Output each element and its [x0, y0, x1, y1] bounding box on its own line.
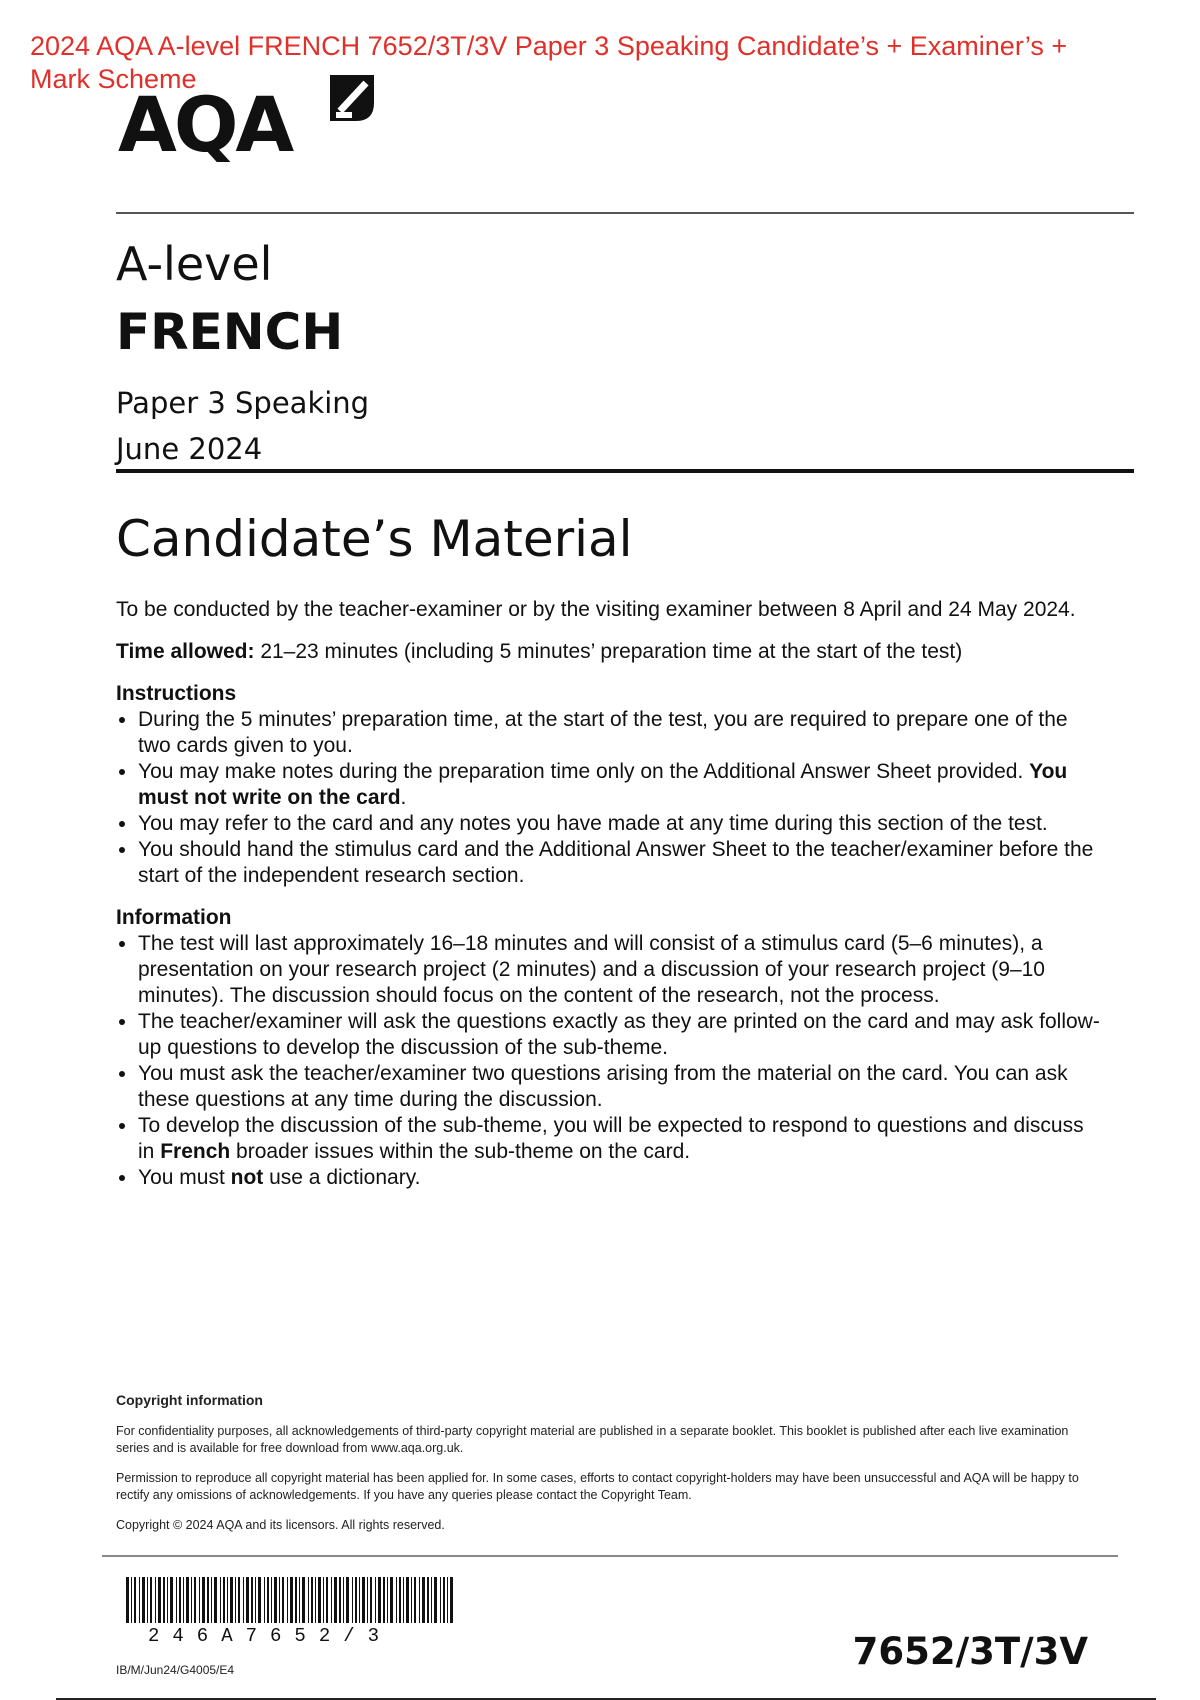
list-item	[138, 1113, 1101, 1165]
copyright-text: Permission to reproduce all copyright material has been applied for. In some cases, efforts to contact copyright-holders may have been unsuccessful and AQA will be happy to rectify any omissions of acknowledgements. If you have any queries please contact the Copyright Team.	[116, 1471, 1079, 1502]
list-item-text: To develop the discussion of the sub-theme, you will be expected to respond to questions and discuss in	[138, 1114, 1084, 1163]
instructions-body	[116, 597, 1101, 1207]
subject-title: FRENCH	[116, 303, 344, 361]
list-item-emphasis: You must not write on the card	[138, 760, 1068, 809]
time-allowed-label: Time allowed:	[116, 640, 255, 663]
list-item-emphasis: not	[230, 1166, 264, 1189]
copyright-section	[116, 1392, 1101, 1547]
list-item: • You may refer to the card and any notes you have made at any time during this section of the test.	[138, 811, 1101, 837]
title-divider	[116, 469, 1134, 473]
list-item	[138, 1165, 1101, 1191]
list-item	[138, 759, 1101, 811]
list-item-text: You may make notes during the preparation time only on the Additional Answer Sheet provided.	[138, 760, 1030, 783]
list-item-text: You must	[138, 1166, 231, 1189]
copyright-text: Copyright © 2024 AQA and its licensors. All rights reserved.	[116, 1518, 445, 1532]
information-list	[116, 931, 1101, 1191]
list-item: • During the 5 minutes’ preparation time, at the start of the test, you are required to prepare one of the two cards given to you.	[138, 707, 1101, 759]
exam-date: June 2024	[116, 432, 263, 466]
time-allowed-value: 21–23 minutes (including 5 minutes’ preparation time at the start of the test)	[254, 640, 963, 663]
time-allowed	[116, 639, 1101, 665]
information-heading: Information	[116, 906, 232, 929]
list-item-text: broader issues within the sub-theme on the card.	[230, 1140, 691, 1163]
list-item-text: .	[400, 786, 407, 809]
list-item: • The teacher/examiner will ask the questions exactly as they are printed on the card and may ask follow-up questions to develop the discussion of the sub-theme.	[138, 1009, 1101, 1061]
list-item-emphasis: French	[160, 1140, 231, 1163]
paper-code: 7652/3T/3V	[852, 1630, 1088, 1673]
document-banner-title: 2024 AQA A-level FRENCH 7652/3T/3V Paper 3 Speaking Candidate’s + Examiner’s + Mark Scheme	[30, 31, 1068, 94]
list-item: • You must ask the teacher/examiner two questions arising from the material on the card. You can ask these questions at any time during the discussion.	[138, 1061, 1101, 1113]
footer-divider	[102, 1555, 1118, 1557]
barcode-image	[126, 1577, 456, 1623]
document-reference: IB/M/Jun24/G4005/E4	[116, 1663, 235, 1677]
aqa-logo-mark-icon	[326, 71, 378, 125]
page-title: Candidate’s Material	[116, 510, 633, 568]
instructions-list	[116, 707, 1101, 889]
list-item: • You should hand the stimulus card and the Additional Answer Sheet to the teacher/examiner before the start of the independent research section.	[138, 837, 1101, 889]
instructions-heading: Instructions	[116, 682, 237, 705]
copyright-text: For confidentiality purposes, all acknowledgements of third-party copyright material are published in a separate booklet. This booklet is published after each live examination series and is available for free download from www.aqa.org.uk.	[116, 1424, 1069, 1455]
paper-title: Paper 3 Speaking	[116, 386, 370, 420]
list-item-text: use a dictionary.	[263, 1166, 421, 1189]
copyright-heading: Copyright information	[116, 1392, 263, 1408]
intro-text: To be conducted by the teacher-examiner or by the visiting examiner between 8 April and 24 May 2024.	[116, 598, 1076, 621]
qualification-level: A-level	[116, 237, 273, 291]
header-divider	[116, 212, 1134, 214]
list-item: • The test will last approximately 16–18 minutes and will consist of a stimulus card (5–6 minutes), a presentation on your research project (2 minutes) and a discussion of your research project (9–10 minutes). The discussion should focus on the content of the research, not the process.	[138, 931, 1101, 1009]
aqa-logo-text: AQA	[118, 80, 292, 169]
barcode-digits: 246A7652/3	[148, 1625, 393, 1647]
